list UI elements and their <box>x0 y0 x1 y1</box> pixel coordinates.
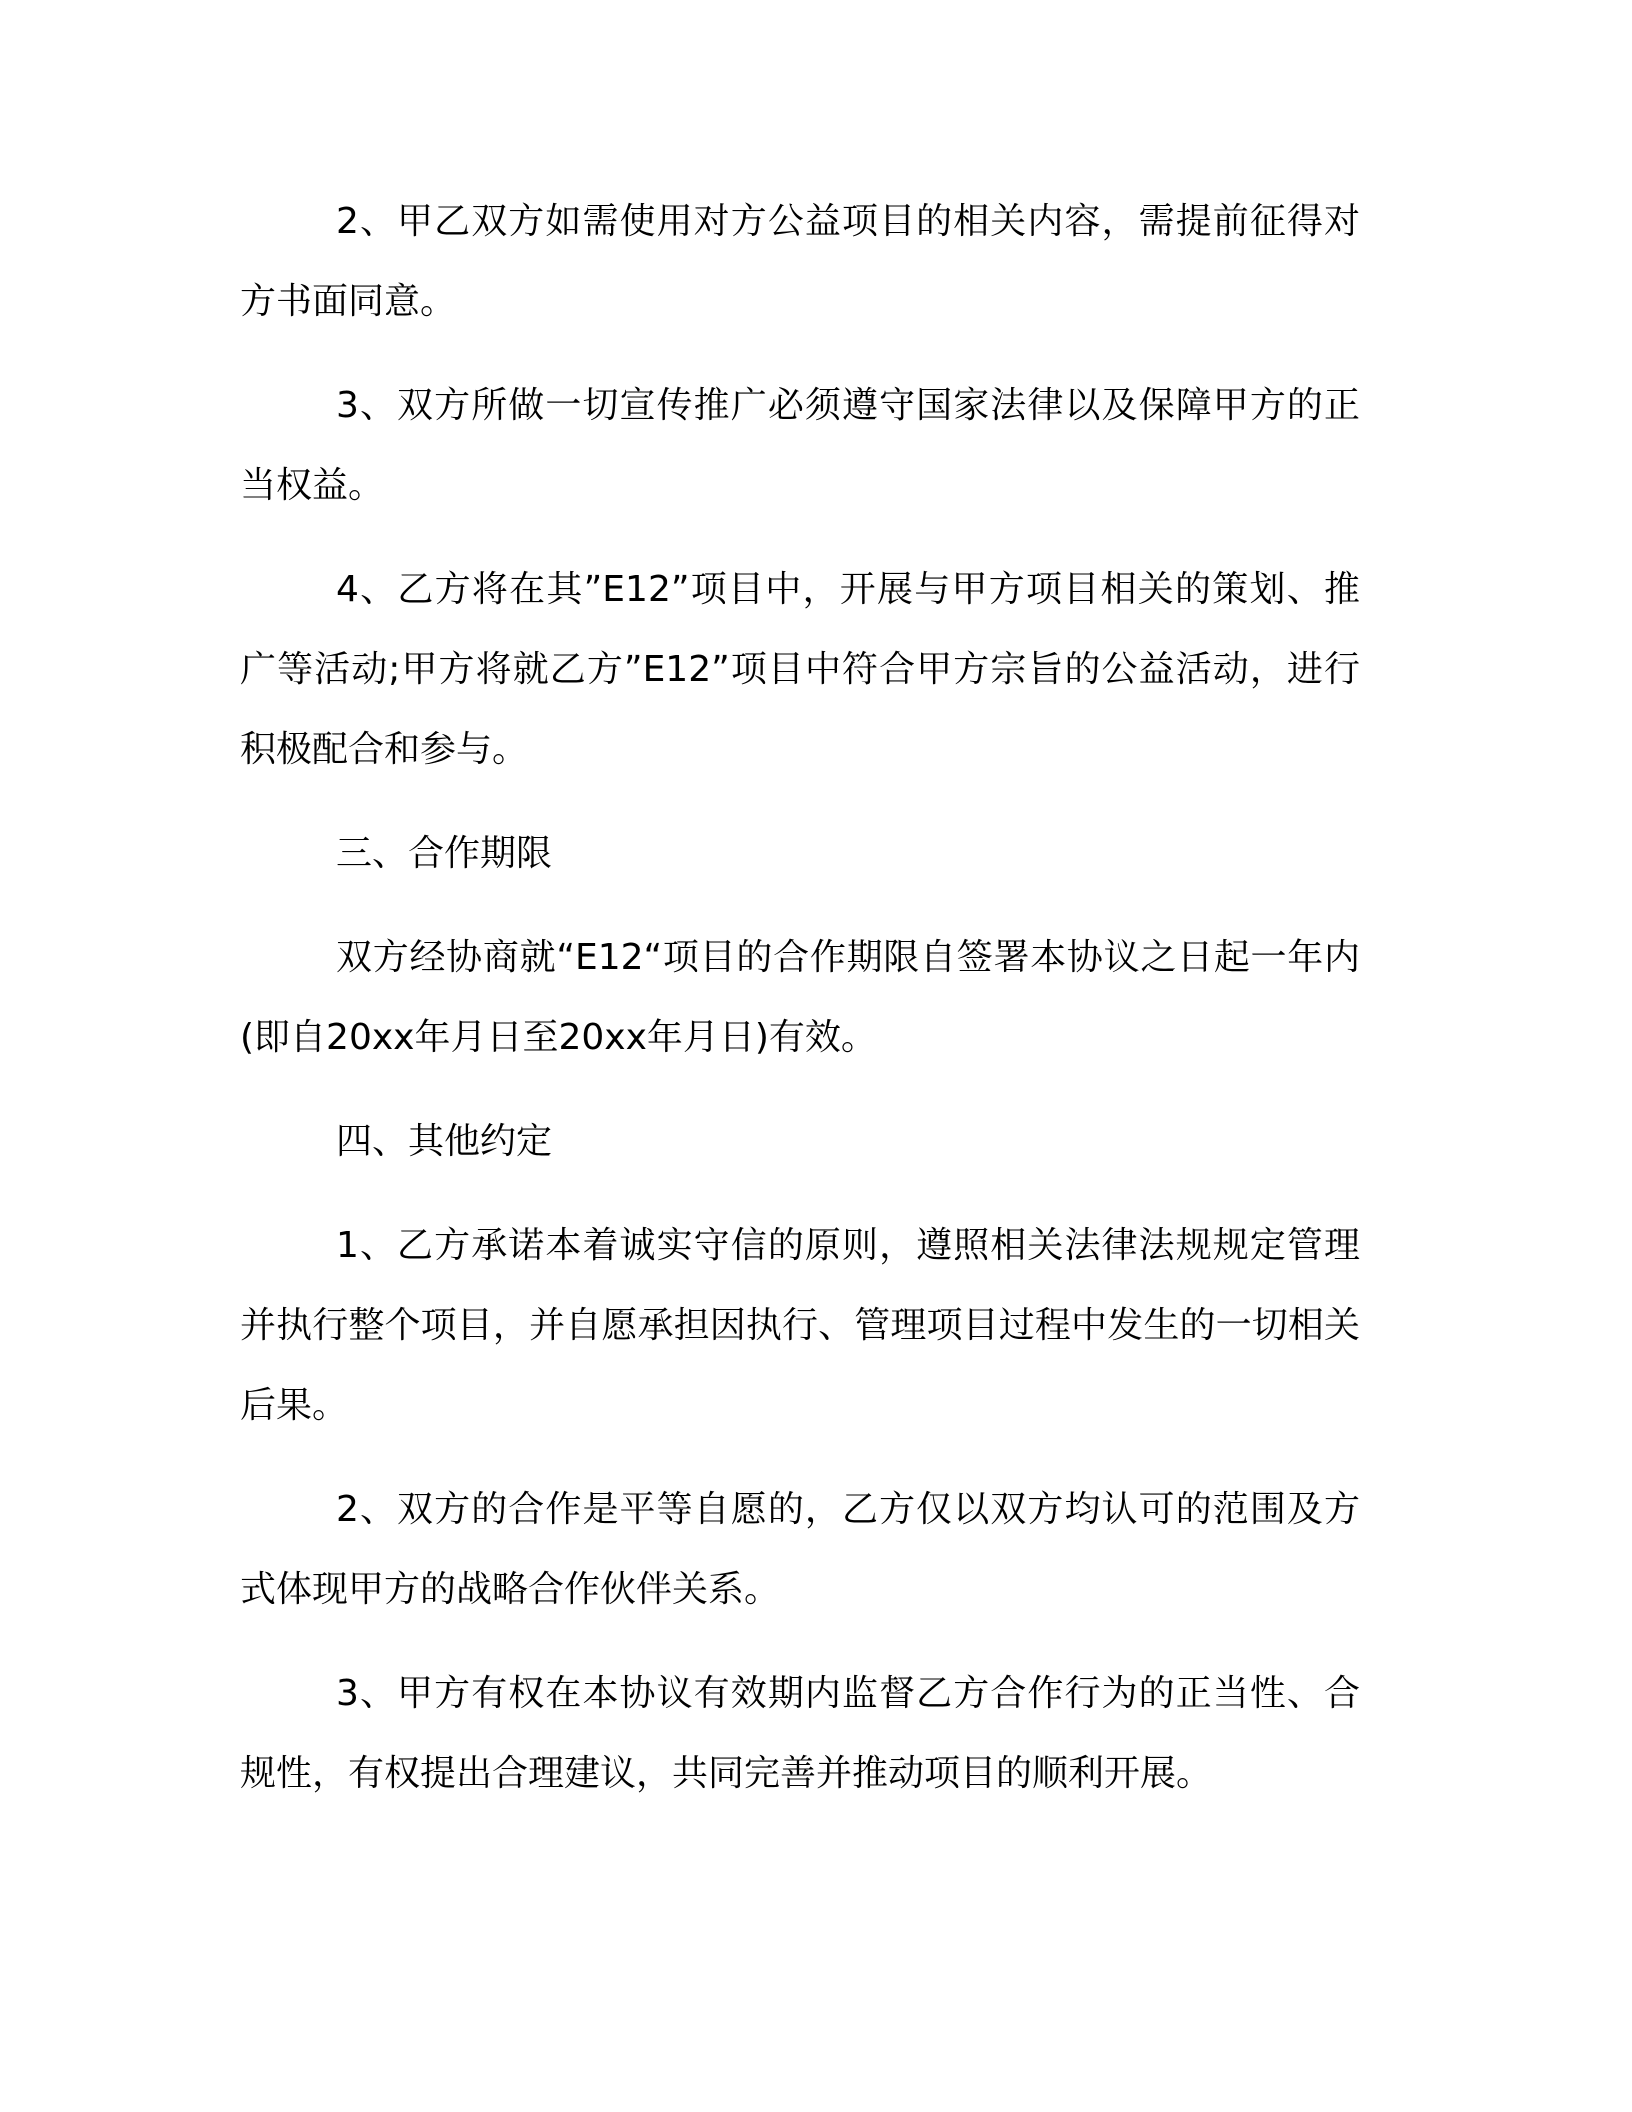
clause-4-project-activities: 4、乙方将在其”E12”项目中，开展与甲方项目相关的策划、推广等活动;甲方将就乙方”E12”项目中符合甲方宗旨的公益活动，进行积极配合和参与。 <box>240 569 1360 770</box>
other-clause-3-supervision: 3、甲方有权在本协议有效期内监督乙方合作行为的正当性、合规性，有权提出合理建议，共同完善并推动项目的顺利开展。 <box>240 1673 1360 1794</box>
clause-3-legal-compliance: 3、双方所做一切宣传推广必须遵守国家法律以及保障甲方的正当权益。 <box>240 385 1360 506</box>
section-heading-cooperation-term: 三、合作期限 <box>336 833 553 874</box>
clause-2-content-consent: 2、甲乙双方如需使用对方公益项目的相关内容，需提前征得对方书面同意。 <box>240 201 1360 322</box>
section-heading-other-agreements: 四、其他约定 <box>336 1121 553 1162</box>
cooperation-term-paragraph: 双方经协商就“E12“项目的合作期限自签署本协议之日起一年内(即自20xx年月日至20xx年月日)有效。 <box>240 937 1360 1058</box>
document-body <box>240 182 1360 1838</box>
other-clause-1-integrity: 1、乙方承诺本着诚实守信的原则，遵照相关法律法规规定管理并执行整个项目，并自愿承担因执行、管理项目过程中发生的一切相关后果。 <box>240 1225 1360 1426</box>
other-clause-2-equal-cooperation: 2、双方的合作是平等自愿的，乙方仅以双方均认可的范围及方式体现甲方的战略合作伙伴关系。 <box>240 1489 1360 1610</box>
